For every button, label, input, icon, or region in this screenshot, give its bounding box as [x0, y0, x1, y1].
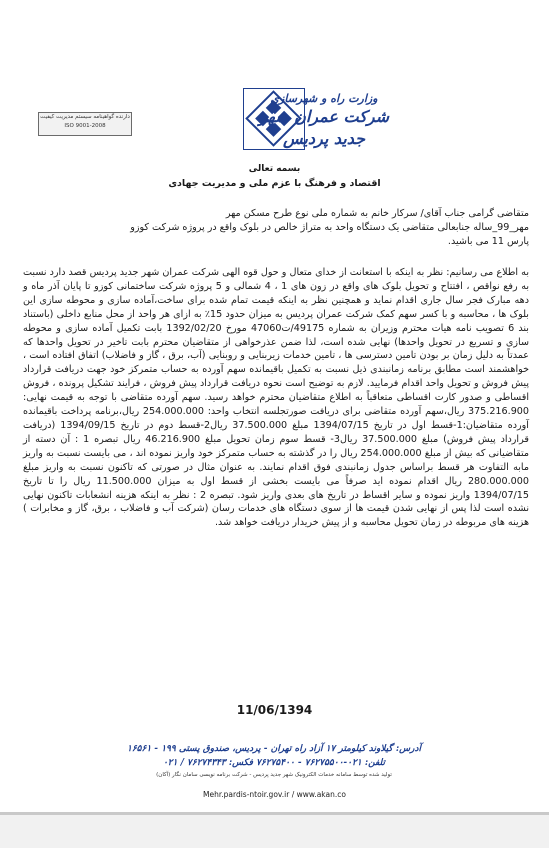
- footer-url: Mehr.pardis-ntoir.gov.ir / www.akan.co: [203, 790, 346, 799]
- letter-body-text: به اطلاع می رسانیم: نظر به اینکه با استعانت از خدای متعال و حول قوه الهی شرکت عمران شهر جدید پردیس قصد دارد نسبت به رفع نواقص ، افتتاح و تحویل بلوک های واقع در زون های 1 ، 4 شمالی و 5 پروژه شرکت ساختمانی کوزو تا پایان آذر ماه و دهه مبارک فجر سال جاری اقدام نماید و همچنین نظر به اینکه قیمت تمام شده برای ساخت،آماده سازی و محوطه سازی این بلوک ها ، محاسبه و با کسر سهم کمک شرکت عمران پردیس به میزان حدود 15٪ به ازای هر واحد از محل منابع داخلی (باستناد بند 6 تصویب نامه هیات محترم وزیران به شماره 49175/ت47060 مورخ 1392/02/20 بابت تکمیل آماده سازی و محوطه سازی و تسریع در تحویل واحدها) نهایی شده است، لذا ضمن عذرخواهی از متقاضیان محترم بابت تاخیر در تحویل واحدها که عمدتاً به دلیل زمان بر بودن تامین دسترسی ها ، تامین خدمات زیربنایی و روبنایی (آب، برق ، گاز و فاضلاب) اتفاق افتاده است ، خواهشمند است مطابق برنامه زمانبندی ذیل نسبت به تکمیل باقیمانده سهم آورده به حساب متمرکز خود جهت دریافت قرارداد پیش فروش و تحویل واحد اقدام فرمایید. لازم به توضیح است نحوه دریافت قرارداد پیش فروش ، فرایند تشکیل پرونده ، فروش اقساطی و صدور کارت اقساطی متعاقباً به اطلاع متقاضیان محترم خواهد رسید. سهم آورده متقاضی با توجه به قیمت نهایی: 375.216.900 ریال،سهم آورده متقاضی برای دریافت صورتجلسه انتخاب واحد: 254.000.000 ریال،برنامه پرداخت باقیمانده آورده متقاضیان:1-قسط اول در تاریخ 1394/07/15 مبلغ 37.500.000 ریال2-قسط دوم در تاریخ 1394/09/15 (دریافت قرارداد پیش فروش) مبلغ 37.500.000 ریال3- قسط سوم زمان تحویل مبلغ 46.216.900 ریال تبصره 1 : آن دسته از متقاضیانی که بیش از مبلغ 254.000.000 ریال را در گذشته به حساب متمرکز خود واریز نموده اند ، می بایست نسبت به واریز مابه التفاوت هر قسط براساس جدول زمانبندی فوق اقدام نمایند. به عنوان مثال در صورتی که تاکنون نسبت به واریز مبلغ 280.000.000 ریال اقدام نموده اید صرفاً می بایست بخشی از قسط اول به میزان 11.500.000 ریال را تا تاریخ 1394/07/15 واریز نموده و سایر اقساط در تاریخ های بعدی واریز شود. تبصره 2 : نظر به اینکه هزینه انشعابات تاکنون نهایی نشده است لذا پس از نهایی شدن قیمت ها از سوی دستگاه های خدمات رسان (شرکت آب و فاضلاب ، برق، گاز و مخابرات ) هزینه های مربوطه در زمان تحویل محاسبه و از پیش خریدار دریافت خواهد شد.: [23, 267, 530, 529]
- company-name: شرکت عمران شهر جدید پردیس: [258, 107, 390, 148]
- intro-line-2: مهر_99_ساله جنابعالی متقاضی یک دستگاه واحد به متراژ خالص در بلوک واقع در پروژه شرکت کوزو: [130, 221, 529, 233]
- letter-intro: [23, 207, 529, 249]
- intro-line-1: متقاضی گرامی جناب آقای/ سرکار خانم به شماره ملی نوع طرح مسکن مهر: [225, 208, 529, 219]
- company-brand: [249, 92, 399, 150]
- page-bottom-margin: [0, 815, 549, 848]
- iso-certificate-box: [38, 112, 132, 136]
- iso-certificate-text: دارنده گواهینامه سیستم مدیریت کیفیت ISO 9001-2008: [40, 114, 130, 129]
- year-slogan: اقتصاد و فرهنگ با عزم ملی و مدیریت جهادی: [168, 178, 381, 189]
- letter-body: [23, 266, 529, 530]
- footer-address: آدرس: گیلاوند کیلومتر ۱۷ آزاد راه تهران - پردیس، صندوق پستی ۱۹۹ - ۱۶۵۶۱: [127, 744, 421, 754]
- ministry-name: وزارت راه و شهرسازی: [270, 92, 378, 105]
- bismillah-heading: بسمه تعالی: [248, 164, 301, 174]
- footer-phones: تلفن: ۰۲۱-۷۶۲۷۵۵۰۰ - ۷۶۲۷۵۴۰۰ فکس: ۷۶۲۷۴۳۴۳ / ۰۲۱: [162, 758, 386, 768]
- footer-generated-note: تولید شده توسط سامانه خدمات الکترونیک شهر جدید پردیس - شرکت برنامه نویسی سامان نگار (آکان): [156, 772, 392, 778]
- intro-line-3: پارس 11 می باشید.: [447, 235, 529, 247]
- letterhead-footer: [88, 742, 460, 780]
- letter-date: 11/06/1394: [236, 703, 313, 717]
